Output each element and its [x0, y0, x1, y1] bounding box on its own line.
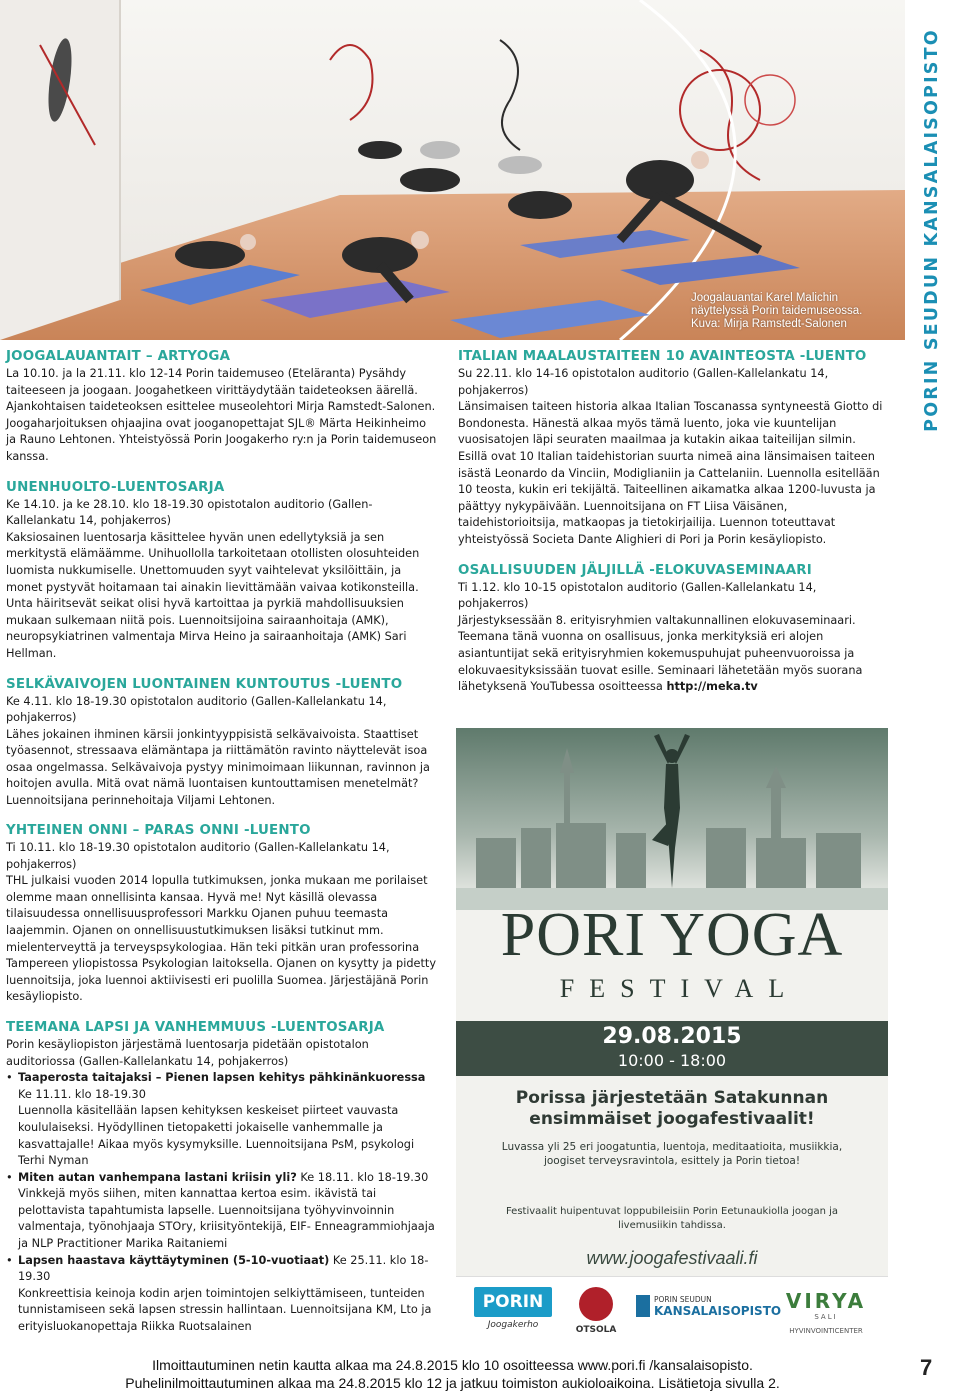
virya-name: VIRYA [785, 1289, 867, 1313]
virya-sub-2: HYVINVOINTICENTER [789, 1327, 863, 1335]
bullet-icon: • [6, 1253, 13, 1267]
poster-body: Luvassa yli 25 eri joogatuntia, luentoja, meditaatioita, musiikkia, joogiset terveysravintola, esittely ja Porin tietoa! [501, 1141, 843, 1167]
poster-date-box [456, 1021, 888, 1076]
lecture-date: Ke 11.11. klo 18-19.30 [18, 1087, 146, 1101]
otsola-logo-text: OTSOLA [575, 1325, 617, 1335]
virya-logo [774, 1287, 878, 1345]
section-heading: OSALLISUUDEN JÄLJILLÄ -ELOKUVASEMINAARI [458, 562, 812, 578]
ksp-line-2: KANSALAISOPISTO [654, 1304, 782, 1318]
poster-body-2: Festivaalit huipentuvat loppubileisiin Porin Eetunaukiolla joogan ja livemusiikin tahdissa. [505, 1206, 839, 1231]
footer-line-1: Ilmoittautuminen netin kautta alkaa ma 24.8.2015 klo 10 osoitteessa www.pori.fi /kansalaisopisto. [152, 1357, 753, 1373]
poster-time: 10:00 - 18:00 [617, 1051, 727, 1070]
photo-caption [691, 292, 891, 331]
list-item [6, 1253, 438, 1336]
lecture-desc: Luennolla käsitellään lapsen kehityksen keskeiset piirteet vauvasta koululaiseksi. Hyödyllinen tietopaketti jokaiselle vanhemmalle ja kasvattajalle! Aikaa myös kysymyksille. Luennoitsijana PsM, psykologi Terhi Nyman [18, 1104, 415, 1168]
photo-caption-line: näyttelyssä Porin taidemuseossa. [691, 305, 863, 317]
section-joogalauantait [6, 348, 438, 466]
lecture-after: Ke 18.11. klo 18-19.30 [296, 1170, 429, 1184]
lecture-list [6, 1070, 438, 1336]
section-intro: Porin kesäyliopiston järjestämä luentosarja pidetään opistotalon auditoriossa (Gallen-Kallelankatu 14, pohjakerros) [6, 1037, 369, 1068]
porin-logo-text: PORIN [474, 1287, 552, 1317]
photo-caption-line: Joogalauantai Karel Malichin [691, 292, 839, 304]
section-body: Kaksiosainen luentosarja käsittelee hyvän unen edellytyksiä ja sen merkitystä elämäämme. Unihuollolla tarkoitetaan otollisten olosuhteiden luomista nukkumiselle. Unettomuuden syyt vaihtelevat yksilöittäin, ja monet pystyvät hoitamaan tai ainakin lievittämään vaivaa kotikonsteilla. Unta häiritsevät seikat olisi hyvä kartoittaa ja pyrkiä mahdollisuuksien mukaan sulkemaan niitä pois. Luennoitsijoina sairaanhoitaja (AMK), neuropsykiatrinen valmentaja Mirva Heino ja sairaanhoitaja (AMK) Sari Hellman. [6, 530, 420, 660]
section-body [458, 613, 888, 696]
poster-url[interactable]: www.joogafestivaali.fi [586, 1248, 758, 1268]
otsola-icon [579, 1287, 613, 1321]
lecture-title: Lapsen haastava käyttäytyminen (5-10-vuotiaat) [18, 1253, 330, 1267]
section-body-text: Järjestyksessään 8. erityisryhmien valtakunnallinen elokuvaseminaari. Teemana tänä vuonna on osallisuus, jonka merkityksiä eri alojen asiantuntijat sekä erityisryhmien kokemuspuhujat puheenvuoroissa ja elokuvaesityksissään tuovat esille. Seminaari lähetetään myös suorana lähetyksenä YouTubessa osoitteessa [458, 613, 863, 694]
section-yhteinen-onni [6, 822, 438, 1006]
section-meta: Ke 14.10. ja ke 28.10. klo 18-19.30 opistotalon auditorio (Gallen-Kallelankatu 14, pohjakerros) [6, 497, 373, 528]
footer [0, 1356, 905, 1392]
yoga-museum-photo [0, 0, 905, 340]
kansalaisopisto-logo [634, 1287, 782, 1345]
section-selkavaivat [6, 676, 438, 810]
bullet-icon: • [6, 1071, 13, 1085]
lecture-desc: Konkreettisia keinoja kodin arjen toimintojen selkiyttämiseen, tunteiden tunnistamiseen sekä lapsen stressin hallintaan. Luennoitsijana KM, Lto ja erityisluokanopettaja Riikka Ruotsalainen [18, 1286, 432, 1334]
section-heading: ITALIAN MAALAUSTAITEEN 10 AVAINTEOSTA -LUENTO [458, 349, 867, 364]
photo-caption-line: Kuva: Mirja Ramstedt-Salonen [691, 318, 847, 330]
poster-date: 29.08.2015 [602, 1024, 742, 1049]
section-heading: UNENHUOLTO-LUENTOSARJA [6, 479, 225, 495]
section-italian-maalaustaide [458, 348, 888, 549]
section-heading: TEEMANA LAPSI JA VANHEMMUUS -LUENTOSARJA [6, 1019, 385, 1035]
section-unenhuolto [6, 479, 438, 663]
lecture-desc: Vinkkejä myös siihen, miten kannattaa kertoa esim. ikävistä tai pelottavista tapahtumista lapselle. Luennoitsijana työhyvinvoinnin valmentaja, työnohjaaja STOry, kriisityöntekijä, EIF- Enneagrammiohjaaja ja NLP Practitioner Marika Raitaniemi [18, 1187, 435, 1251]
section-meta: Ke 4.11. klo 18-19.30 opistotalon auditorio (Gallen-Kallelankatu 14, pohjakerros) [6, 694, 387, 725]
section-body: Lähes jokainen ihminen kärsii jonkintyyppisistä selkävaivoista. Staattiset työasennot, stressaava elämäntapa ja riittämätön ravinto näyttelevät isoa osaa ongelmassa. Selkävaivoja pystyy minimoimaan liikunnan, ravinnon ja hoitojen avulla. Mitä ovat nämä luontaisen kuntouttamisen menetelmät? Luennoitsijana perinnehoitaja Viljami Lehtonen. [6, 727, 430, 808]
meka-link[interactable]: http://meka.tv [666, 680, 758, 694]
section-meta: Ti 1.12. klo 10-15 opistotalon auditorio (Gallen-Kallelankatu 14, pohjakerros) [458, 580, 817, 611]
section-osallisuus [458, 562, 888, 696]
ksp-line-1: PORIN SEUDUN [654, 1295, 712, 1304]
list-item [6, 1070, 438, 1170]
lecture-title: Miten autan vanhempana lastani kriisin yli? [18, 1170, 297, 1184]
section-body: THL julkaisi vuoden 2014 lopulla tutkimuksen, jonka mukaan me porilaiset olemme maan onnellisinta kansaa. Hyvä me! Nyt käsillä olevassa tilaisuudessa onnellisuusprofessori Markku Ojanen puhuu teemasta laajemmin. Ojanen on onnellisuustutkimuksen lisäksi tutkinut mm. mielenterveyttä ja terveyspsykologiaa. Hän teki pitkän uran professorina Tampereen yliopistossa Psykologian laitoksella. Ojanen on kysytty ja pidetty luennoitsija, joka luennoi aktiivisesti eri puolilla Suomea. Järjestäjänä Porin kesäyliopisto. [6, 874, 437, 1004]
page-number: 7 [920, 1355, 933, 1380]
poster-subtitle: FESTIVAL [559, 974, 800, 1003]
poster-title: PORI YOGA [500, 901, 844, 969]
left-column-lower [6, 822, 438, 1349]
section-body: La 10.10. ja la 21.11. klo 12-14 Porin taidemuseo (Eteläranta) Pysähdy taiteeseen ja joogaan. Joogahetkeen virittäydytään taideteoksen äärellä. Ajankohtaisen taideteoksen esittelee museolehtori Mirja Ramstedt-Salonen. Joogaharjoituksen ohjaajina ovat jooganopettajat SJL® Märta Heikinheimo ja Rauno Lehtonen. Yhteistyössä Porin Joogakerho ry:n ja Porin taidemuseon kanssa. [6, 367, 437, 463]
porin-logo-sub: Joogakerho [487, 1320, 539, 1330]
section-heading: YHTEINEN ONNI – PARAS ONNI -LUENTO [6, 823, 311, 838]
kansalaisopisto-icon [636, 1295, 650, 1317]
otsola-logo [566, 1287, 626, 1345]
section-teemana-lapsi [6, 1019, 438, 1336]
right-column [458, 348, 888, 709]
lecture-title: Taaperosta taitajaksi – Pienen lapsen kehitys pähkinänkuoressa [18, 1071, 426, 1085]
virya-sub-1: SALI [814, 1313, 838, 1321]
porin-joogakerho-logo [468, 1287, 558, 1345]
pori-yoga-festival-poster [456, 728, 888, 1353]
sponsor-logos [456, 1276, 888, 1353]
section-heading: JOOGALAUANTAIT – ARTYOGA [6, 349, 231, 364]
footer-line-2: Puhelinilmoittautuminen alkaa ma 24.8.2015 klo 12 ja jatkuu toimiston aukioloaikoina. Lisätietoja sivulla 2. [125, 1375, 780, 1391]
section-heading: SELKÄVAIVOJEN LUONTAINEN KUNTOUTUS -LUENTO [6, 676, 403, 692]
section-meta: Ti 10.11. klo 18-19.30 opistotalon auditorio (Gallen-Kallelankatu 14, pohjakerros) [6, 841, 390, 871]
bullet-icon: • [6, 1170, 13, 1184]
section-meta: Su 22.11. klo 14-16 opistotalon auditorio (Gallen-Kallelankatu 14, pohjakerros) [458, 367, 829, 397]
poster-headline: Porissa järjestetään Satakunnan ensimmäiset joogafestivaalit! [515, 1088, 829, 1129]
lecture-after: Ke 25.11. klo 18-19.30 [18, 1253, 429, 1284]
left-column [6, 348, 438, 823]
side-band-text: PORIN SEUDUN KANSALAISOPISTO [922, 28, 942, 432]
list-item [6, 1170, 438, 1253]
photo-illustration [0, 0, 905, 340]
section-body: Länsimaisen taiteen historia alkaa Italian Toscanassa syntyneestä Giotto di Bondonesta. Hänestä alkaa myös tämä luento, joka vie kuuntelijan vuosisatojen läpi seuraten maailmaa ja kutakin aikaa taiteilijan silmin. Esillä ovat 10 Italian taidehistorian suurta nimeä aina länsimaisen taiteen isästä Leonardo da Vinciin, Modiglianiin ja Cattelaniin. Luennolla esitellään 10 teosta, kukin eri tekijältä. Taiteellinen aikamatka alkaa 1200-luvusta ja päättyy nykypäivään. Luennoitsijana on FT Liisa Väisänen, taidehistorioitsija, matkaopas ja tietokirjailija. Luennon toteuttavat yhteistyössä Societa Dante Alighieri di Pori ja Porin kesäyliopisto. [458, 400, 883, 546]
